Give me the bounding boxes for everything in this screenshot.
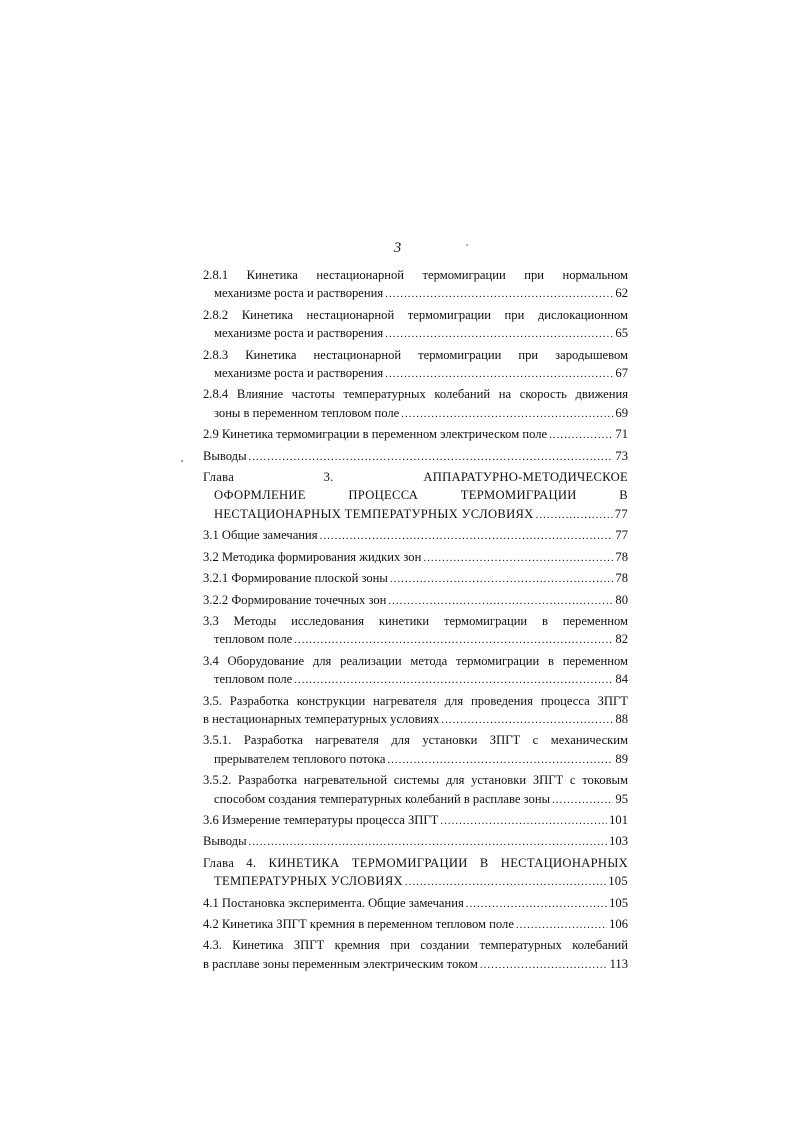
toc-page-number: 82 (615, 632, 628, 647)
toc-entry (203, 346, 628, 384)
dot-leader (401, 405, 613, 423)
toc-entry (203, 936, 628, 974)
toc-entry-title: 3.2 Методика формирования жидких зон (203, 549, 422, 564)
toc-entry-line: 2.8.3 Кинетика нестационарной термомиграции при зародышевом (203, 347, 628, 362)
scan-speck (181, 460, 183, 462)
toc-page-number: 113 (609, 956, 628, 971)
dot-leader (387, 751, 613, 769)
toc-entry-leader-line (203, 324, 628, 343)
toc-entry-title: 3.6 Измерение температуры процесса ЗПГТ (203, 812, 439, 827)
toc-entry-line: Глава 4. КИНЕТИКА ТЕРМОМИГРАЦИИ В НЕСТАЦИОНАРНЫХ (203, 855, 628, 870)
toc-page-number: 84 (615, 672, 628, 687)
toc-entry (203, 811, 628, 830)
toc-entry-title: механизме роста и растворения (214, 286, 384, 301)
page-number: 3 (393, 240, 402, 256)
toc-entry-leader-line (203, 630, 628, 649)
toc-entry (203, 569, 628, 588)
toc-entry-line: 3.4 Оборудование для реализации метода термомиграции в переменном (203, 653, 628, 668)
dot-leader (320, 527, 614, 545)
toc-entry (203, 385, 628, 423)
toc-page-number: 106 (609, 917, 628, 931)
toc-entry-line: 2.8.1 Кинетика нестационарной термомиграции при нормальном (203, 268, 628, 282)
toc-page-number: 65 (615, 326, 628, 341)
toc-entry-title: ТЕМПЕРАТУРНЫХ УСЛОВИЯХ (214, 874, 403, 889)
toc-page-number: 105 (609, 895, 628, 910)
dot-leader (385, 325, 613, 343)
toc-entry-leader-line (203, 832, 628, 851)
toc-entry-leader-line (203, 894, 628, 913)
toc-entry-title: в нестационарных температурных условиях (203, 711, 440, 726)
toc-entry-line: 3.3 Методы исследования кинетики термомиграции в переменном (203, 613, 628, 628)
toc-entry (203, 306, 628, 344)
toc-entry-leader-line (203, 526, 628, 545)
toc-entry (203, 548, 628, 567)
toc-entry-leader-line (203, 284, 628, 303)
toc-entry-line: 3.5. Разработка конструкции нагревателя для проведения процесса ЗПГТ (203, 693, 628, 708)
toc-page-number: 78 (615, 549, 628, 564)
toc-entry-title: 3.2.1 Формирование плоской зоны (203, 571, 388, 586)
toc-entry-leader-line (203, 364, 628, 383)
toc-entry-title: тепловом поле (214, 672, 293, 687)
toc-entry-leader-line (203, 425, 628, 444)
toc-page-number: 80 (615, 592, 628, 607)
toc-entry-line: 3.5.2. Разработка нагревательной системы для установки ЗПГТ с токовым (203, 773, 628, 788)
toc-entry-title: механизме роста и растворения (214, 326, 384, 341)
toc-page-number: 77 (614, 506, 628, 521)
dot-leader (249, 448, 614, 466)
toc-entry-title: 2.9 Кинетика термомиграции в переменном электрическом поле (203, 427, 548, 442)
toc-entry (203, 692, 628, 730)
toc-entry-leader-line (203, 710, 628, 729)
toc-entry-title: Выводы (203, 834, 247, 849)
dot-leader (385, 365, 613, 383)
dot-leader (390, 570, 614, 588)
toc-entry-line: Глава 3. АППАРАТУРНО-МЕТОДИЧЕСКОЕ (203, 470, 628, 485)
toc-entry-title: зоны в переменном тепловом поле (214, 405, 400, 420)
dot-leader (480, 956, 608, 974)
toc-entry (203, 468, 628, 524)
dot-leader (549, 426, 613, 444)
toc-page-number: 88 (615, 711, 628, 726)
toc-entry (203, 894, 628, 913)
toc-entry-title: 3.1 Общие замечания (203, 528, 318, 543)
toc-entry-leader-line (203, 915, 628, 934)
toc-entry-leader-line (203, 750, 628, 769)
toc-page-number: 89 (615, 751, 628, 766)
toc-entry-title: механизме роста и растворения (214, 366, 384, 381)
toc-entry (203, 832, 628, 851)
toc-page-number: 73 (615, 448, 628, 463)
toc-entry-title: прерывателем теплового потока (214, 751, 386, 766)
toc-entry-title: 4.1 Постановка эксперимента. Общие замечания (203, 895, 464, 910)
table-of-contents (203, 266, 628, 976)
dot-leader (294, 671, 613, 689)
toc-page-number: 77 (615, 528, 628, 543)
toc-page-number: 69 (615, 405, 628, 420)
dot-leader (516, 916, 607, 934)
toc-entry-line: ОФОРМЛЕНИЕ ПРОЦЕССА ТЕРМОМИГРАЦИИ В (214, 488, 628, 503)
toc-entry-leader-line (203, 591, 628, 610)
toc-entry (203, 652, 628, 690)
toc-entry-title: 4.2 Кинетика ЗПГТ кремния в переменном тепловом поле (203, 917, 514, 931)
toc-entry-leader-line (203, 872, 628, 891)
toc-page-number: 67 (615, 366, 628, 381)
dot-leader (536, 506, 613, 524)
toc-entry (203, 447, 628, 466)
toc-entry-title: НЕСТАЦИОНАРНЫХ ТЕМПЕРАТУРНЫХ УСЛОВИЯХ (214, 506, 534, 521)
dot-leader (552, 791, 613, 809)
toc-entry-leader-line (203, 790, 628, 809)
toc-entry (203, 591, 628, 610)
toc-entry-line: 4.3. Кинетика ЗПГТ кремния при создании температурных колебаний (203, 938, 628, 953)
toc-entry-title: способом создания температурных колебаний в расплаве зоны (214, 791, 551, 806)
toc-entry-leader-line (203, 955, 628, 974)
toc-entry (203, 915, 628, 934)
toc-entry (203, 266, 628, 304)
toc-entry-leader-line (203, 670, 628, 689)
toc-entry (203, 526, 628, 545)
toc-page-number: 71 (615, 427, 628, 442)
toc-page-number: 101 (609, 812, 628, 827)
dot-leader (294, 631, 613, 649)
toc-entry-title: тепловом поле (214, 632, 293, 647)
dot-leader (466, 895, 607, 913)
toc-entry (203, 771, 628, 809)
toc-entry-title: в расплаве зоны переменным электрическим током (203, 956, 478, 971)
toc-entry-line: 2.8.2 Кинетика нестационарной термомиграции при дислокационном (203, 307, 628, 322)
toc-entry (203, 731, 628, 769)
dot-leader (440, 812, 607, 830)
dot-leader (388, 592, 613, 610)
toc-entry (203, 425, 628, 444)
dot-leader (405, 873, 606, 891)
toc-entry-leader-line (203, 569, 628, 588)
toc-entry-leader-line (203, 404, 628, 423)
toc-entry-line: 3.5.1. Разработка нагревателя для установки ЗПГТ с механическим (203, 733, 628, 748)
dot-leader (441, 711, 613, 729)
toc-entry-leader-line (203, 811, 628, 830)
toc-entry (203, 854, 628, 892)
toc-page-number: 78 (615, 571, 628, 586)
toc-page-number: 105 (608, 874, 628, 889)
toc-entry-leader-line (203, 505, 628, 524)
dot-leader (423, 549, 613, 567)
toc-page-number: 62 (615, 286, 628, 301)
toc-entry-leader-line (203, 548, 628, 567)
toc-entry (203, 612, 628, 650)
toc-entry-line: 2.8.4 Влияние частоты температурных колебаний на скорость движения (203, 387, 628, 402)
dot-leader (249, 833, 608, 851)
toc-page-number: 103 (609, 834, 628, 849)
toc-entry-leader-line (203, 447, 628, 466)
toc-entry-title: 3.2.2 Формирование точечных зон (203, 592, 387, 607)
toc-entry-title: Выводы (203, 448, 247, 463)
scan-speck (466, 244, 468, 246)
toc-page-number: 95 (615, 791, 628, 806)
dot-leader (385, 285, 613, 303)
